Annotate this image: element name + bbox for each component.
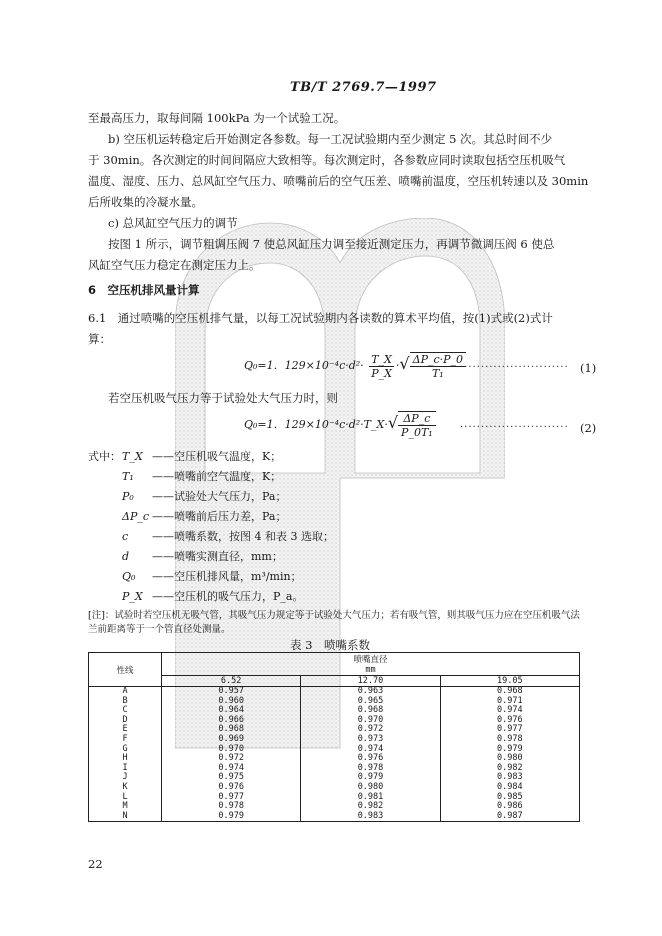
paragraph-c-line-2: 风缸空气压力稳定在测定压力上。 [88,258,261,272]
table-cell-curve: D [89,716,162,726]
table-cell-value: 0.968 [162,725,301,735]
variable-symbol: Q₀ [122,570,136,583]
equation-2-sqrt-numerator: ΔP_c [398,412,436,426]
variable-symbol: ΔP_c [122,510,150,523]
variable-row [122,488,286,504]
table-cell-value: 0.983 [301,812,440,822]
variable-symbol: T_X [122,450,143,463]
table-cell-curve: K [89,783,162,793]
variable-row [122,468,281,484]
table-cell-curve: E [89,725,162,735]
table-header-curve: 性线 [89,653,162,687]
equation-1-sqrt-denominator: T₁ [431,367,444,380]
table-cell-curve: L [89,793,162,803]
table-cell-curve: G [89,745,162,755]
variable-symbol: P_X [122,590,143,603]
table-cell-value: 0.974 [440,706,579,716]
table-caption: 表 3 喷嘴系数 [290,638,370,652]
table-cell-value: 0.972 [162,754,301,764]
table-cell-value: 0.975 [162,773,301,783]
variable-description: ——喷嘴实测直径，mm； [152,550,283,563]
equation-1-sqrt-numerator: ΔP_c·P_0 [410,353,466,367]
variable-row [122,448,281,464]
table-cell-value: 0.968 [301,706,440,716]
table-cell-value: 0.980 [440,754,579,764]
variable-row [122,548,283,564]
variable-description: ——试验处大气压力，Pa； [152,490,287,503]
table-cell-value: 0.971 [440,697,579,707]
table-cell-value: 0.982 [440,764,579,774]
equation-2-leader: ·························· [460,422,569,433]
paragraph-b-line-2: 于 30min。各次测定的时间间隔应大致相等。每次测定时，各参数应同时读取包括空压机吸气 [88,153,566,167]
table-cell-curve: A [89,687,162,697]
variable-row [122,508,286,524]
variable-symbol: T₁ [122,470,134,483]
table-cell-value: 0.973 [301,735,440,745]
where-label: 式中： [88,450,121,463]
equation-1-frac-numerator: T_X [369,353,394,367]
table-cell-value: 0.982 [301,802,440,812]
note-line-1: [注]：试验时若空压机无吸气管，其吸气压力规定等于试验处大气压力；若有吸气管，则其吸气压力应在空压机吸气法 [88,610,580,621]
paragraph-test-pressure: 至最高压力，取每间隔 100kPa 为一个试验工况。 [88,111,346,125]
table-cell-value: 0.970 [301,716,440,726]
table-header-diameter: 喷嘴直径 [162,653,580,666]
table-cell-value: 0.960 [162,697,301,707]
table-cell-value: 0.977 [440,725,579,735]
variable-description: ——喷嘴前空气温度，K； [152,470,282,483]
variable-row [122,568,302,584]
table-cell-value: 0.979 [162,812,301,822]
paragraph-b-line-3: 温度、湿度、压力、总风缸空气压力、喷嘴前后的空气压差、喷嘴前温度，空压机转速以及 30min [88,174,589,188]
variable-symbol: P₀ [122,490,134,503]
table-cell-value: 0.986 [440,802,579,812]
equation-1-frac-denominator: P_X [371,366,392,380]
equation-2-sqrt-denominator: P_0T₁ [401,426,433,439]
paragraph-c-line-1: 按图 1 所示，调节粗调压阀 7 使总风缸压力调至接近测定压力，再调节微调压阀 6 使总 [108,237,555,251]
paragraph-eq2-intro: 若空压机吸气压力等于试验处大气压力时，则 [108,391,338,405]
table-cell-value: 0.957 [162,687,301,697]
variable-symbol: c [122,530,129,543]
equation-1-label: (1) [580,361,597,375]
table-cell-value: 0.970 [162,745,301,755]
variable-description: ——空压机吸气温度，K； [152,450,282,463]
table-cell-value: 0.976 [162,783,301,793]
table-cell-value: 0.965 [301,697,440,707]
table-cell-value: 0.984 [440,783,579,793]
table-cell-value: 0.978 [440,735,579,745]
equation-2-label: (2) [580,421,597,435]
table-cell-value: 0.974 [301,745,440,755]
table-cell-curve: N [89,812,162,822]
table-cell-curve: I [89,764,162,774]
table-cell-value: 0.966 [162,716,301,726]
table-header-unit: mm [162,665,580,676]
table-header-col-1: 6.52 [162,676,301,687]
table-cell-curve: H [89,754,162,764]
variable-description: ——喷嘴前后压力差，Pa； [152,510,287,523]
paragraph-6-1-line-2: 算： [88,332,111,346]
table-cell-value: 0.978 [162,802,301,812]
variable-symbol: d [122,550,130,563]
section-6-heading: 6 空压机排风量计算 [88,283,200,297]
table-cell-value: 0.969 [162,735,301,745]
equation-1-lhs: Q₀=1．129×10⁻⁴c·d²· [244,359,364,372]
table-body [89,687,580,822]
table-cell-curve: M [89,802,162,812]
table-cell-value: 0.976 [440,716,579,726]
table-header-col-2: 12.70 [301,676,440,687]
table-cell-curve: B [89,697,162,707]
equation-2: Q₀=1．129×10⁻⁴c·d²·T_X·√ $\frac{\Delta P\_c}{\text{P\_0T₁}}$ [244,411,436,439]
table-cell-value: 0.974 [162,764,301,774]
variable-description: ——喷嘴系数，按图 4 和表 3 选取； [152,530,334,543]
table-cell-value: 0.985 [440,793,579,803]
table-row [89,812,580,822]
variable-description: ——空压机的吸气压力，P_a。 [152,590,304,603]
table-cell-value: 0.987 [440,812,579,822]
table-cell-value: 0.963 [301,687,440,697]
table-cell-value: 0.977 [162,793,301,803]
note-line-2: 兰前距离等于一个管直径处测量。 [88,624,231,635]
table-cell-value: 0.964 [162,706,301,716]
table-cell-curve: J [89,773,162,783]
variable-description: ——空压机排风量，m³/min； [152,570,302,583]
table-cell-value: 0.972 [301,725,440,735]
paragraph-6-1-line-1: 6.1 通过喷嘴的空压机排气量，以每工况试验期内各读数的算术平均值，按(1)式或(2)式计 [88,311,553,325]
paragraph-c-title: c) 总风缸空气压力的调节 [108,216,238,230]
table-cell-value: 0.978 [301,764,440,774]
table-cell-value: 0.981 [301,793,440,803]
table-cell-curve: F [89,735,162,745]
equation-1: Q₀=1．129×10⁻⁴c·d²· $\frac{T\_X}{P\_X}$ ·√ $\frac{\Delta P\_c\cdot P\_0}{\text{T₁}}$ [244,352,466,380]
paragraph-b-line-1: b) 空压机运转稳定后开始测定各参数。每一工况试验期内至少测定 5 次。其总时间不少 [108,132,553,146]
table-cell-value: 0.979 [301,773,440,783]
table-cell-value: 0.980 [301,783,440,793]
table-cell-curve: C [89,706,162,716]
standard-number-header: TB/T 2769.7—1997 [290,80,437,95]
variable-row [122,588,303,604]
table-header-col-3: 19.05 [440,676,579,687]
variable-row [122,528,334,544]
table-cell-value: 0.983 [440,773,579,783]
table-cell-value: 0.976 [301,754,440,764]
page-number: 22 [88,857,103,871]
table-cell-value: 0.979 [440,745,579,755]
equation-2-lhs: Q₀=1．129×10⁻⁴c·d²·T_X· [244,418,388,431]
nozzle-coefficient-table [88,652,580,822]
paragraph-b-line-4: 后所收集的冷凝水量。 [88,195,203,209]
equation-1-leader: ·························· [460,362,569,373]
table-cell-value: 0.968 [440,687,579,697]
